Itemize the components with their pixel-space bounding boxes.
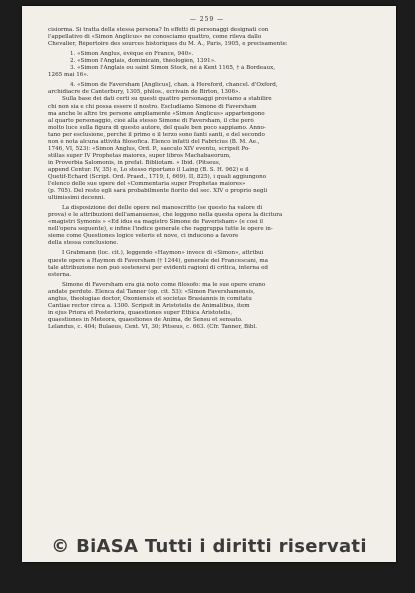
text-line: prova) e le attribuzioni dell'amanuense, che leggono nella questa opera la dicitura (48, 212, 283, 219)
text-line: esterna. (48, 271, 72, 278)
page-number: — 259 — (189, 16, 225, 23)
text-line: in ejus Priora et Posteriora, quaestiones super Ethica Aristotelis, (48, 309, 233, 316)
text-line: 3. «Simon l'Anglais ou saint Simon Stock, né à Kent 1165, † à Bordeaux, (70, 65, 276, 72)
text-line: l'appellativo di «Simon Anglicus» ne conosciamo quattro, come rileva dallo (48, 34, 262, 41)
text-line: 1265 mai 16». (48, 72, 89, 79)
text-line: ma anche le altre tre persone ampliamente «Simon Anglicus» appartengono (48, 110, 265, 117)
text-line: La disposizione dei delle opere nel manoscritto (se questo ha valore di (62, 205, 263, 212)
text-line: queste opere a Haymon di Faversham († 1244), generale dei Francescani, ma (48, 257, 269, 264)
text-line: Quetif-Echard (Script. Ord. Praed., 1719, I, 669). II, 825), i quali aggiungono (48, 173, 267, 180)
text-line: andate perdute. Elenca dal Tanner (op. cit. 53): «Simon Favershamensis, (48, 288, 255, 295)
text-line: 4. «Simon de Faversham [Anglicus], chan. à Hereford, chancel. d'Oxford, (70, 82, 278, 89)
text-line: Cantiae rector circa a. 1300. Scripsit in Aristotelis de Animalibus, item (48, 302, 250, 309)
text-line: anglus, theologiae doctor, Oxoniensis et societas Brasiannis in comitatu (48, 295, 252, 302)
text-line: al quarto personaggio, cioè alla stesso Simone di Faversham, il che però (48, 117, 254, 124)
text-line: Lelandus, c. 404; Bulaeus, Cent. VI, 30; Pitseus, c. 663. (Cfr. Tanner, Bibl. (48, 323, 258, 330)
text-line: Chevalier, Répertoire des sources historiques du M. A., Paris, 1905, e precisamente: (48, 41, 288, 48)
text-line: Sulla base dei dati certi su questi quattro personaggi proviamo a stabilire (62, 96, 272, 103)
text-line: sieme come Questiones logice veteris et nove, ci inducono a favore (48, 233, 239, 240)
text-line: I Grabmann (loc. cit.), leggendo «Haymon» invece di «Simon», attribuì (62, 250, 264, 257)
text-line: ultimissimi decenni. (48, 195, 106, 202)
text-line: della stessa conclusione. (48, 240, 119, 247)
text-line: 1746, VI, 523): «Simon Anglus, Ord. P., saeculo XIV eventu, scripsit Po- (48, 145, 251, 152)
text-line: non è nota alcuna attività filosofica. Elenco infatti del Fabricius (B. M. Ae., (48, 138, 260, 145)
text-line: cisiorma. Si tratta della stessa persona? In effetti di personaggi designati con (48, 27, 269, 34)
text-line: archidiacre de Canterbury, 1305, philos., écrivain de Birton, 1306». (48, 89, 241, 96)
copyright-watermark: © BiASA Tutti i diritti riservati (51, 536, 367, 557)
text-line: «magistri Symonis » «Ed idus ea magistro Simone de Faverisham» (e così il (48, 219, 264, 226)
text-line: molto luce sulla figura di questo autore, del quale ben poco sappiamo. Anno- (48, 124, 266, 131)
text-line: Simone di Faversham era già noto come filosofo: ma le sue opere erano (62, 281, 266, 288)
text-line: 1. «Simon Anglus, évêque en France, 940». (70, 51, 194, 58)
text-line: chi non sia e chi possa essere il nostro. Escludiamo Simone di Faversham (48, 103, 257, 110)
text-line: 2. «Simon l'Anglais, dominicain, théologien, 1391». (70, 58, 216, 65)
text-line: tano per esclusione, perché il primo e il terzo sono fanti santi, e del secondo (48, 131, 265, 138)
text-line: nell'opera seguente), e infine l'indice generale che raggruppa tutte le opere in- (48, 226, 273, 233)
text-line: in Proverbia Salomonis, in prefat. Bibliotam. » Ibid. (Pitseus, (48, 159, 221, 166)
text-line: append Centur. IV, 35) e, Lo stesso riportano il Laing (B. S. H. 962) e il (48, 166, 249, 173)
text-line: l'elenco delle sue opere del «Commentaria super Prophetas maiores» (48, 181, 246, 188)
text-line: (p. 705). Del resto egli sarà probabilmente fiorito del sec. XIV o proprio negli (48, 188, 268, 195)
text-line: stillas super IV Prophetas maiores, super libros Machabaeorum, (48, 152, 231, 159)
text-line: tale attribuzione non può sostenersi per evidenti ragioni di critica, interna ed (48, 264, 268, 271)
scanned-page (22, 6, 396, 562)
text-line: quaestiones in Meteora, quaestiones de Anima, de Sensu et sensato. (48, 316, 243, 323)
page-text-body (48, 16, 366, 331)
